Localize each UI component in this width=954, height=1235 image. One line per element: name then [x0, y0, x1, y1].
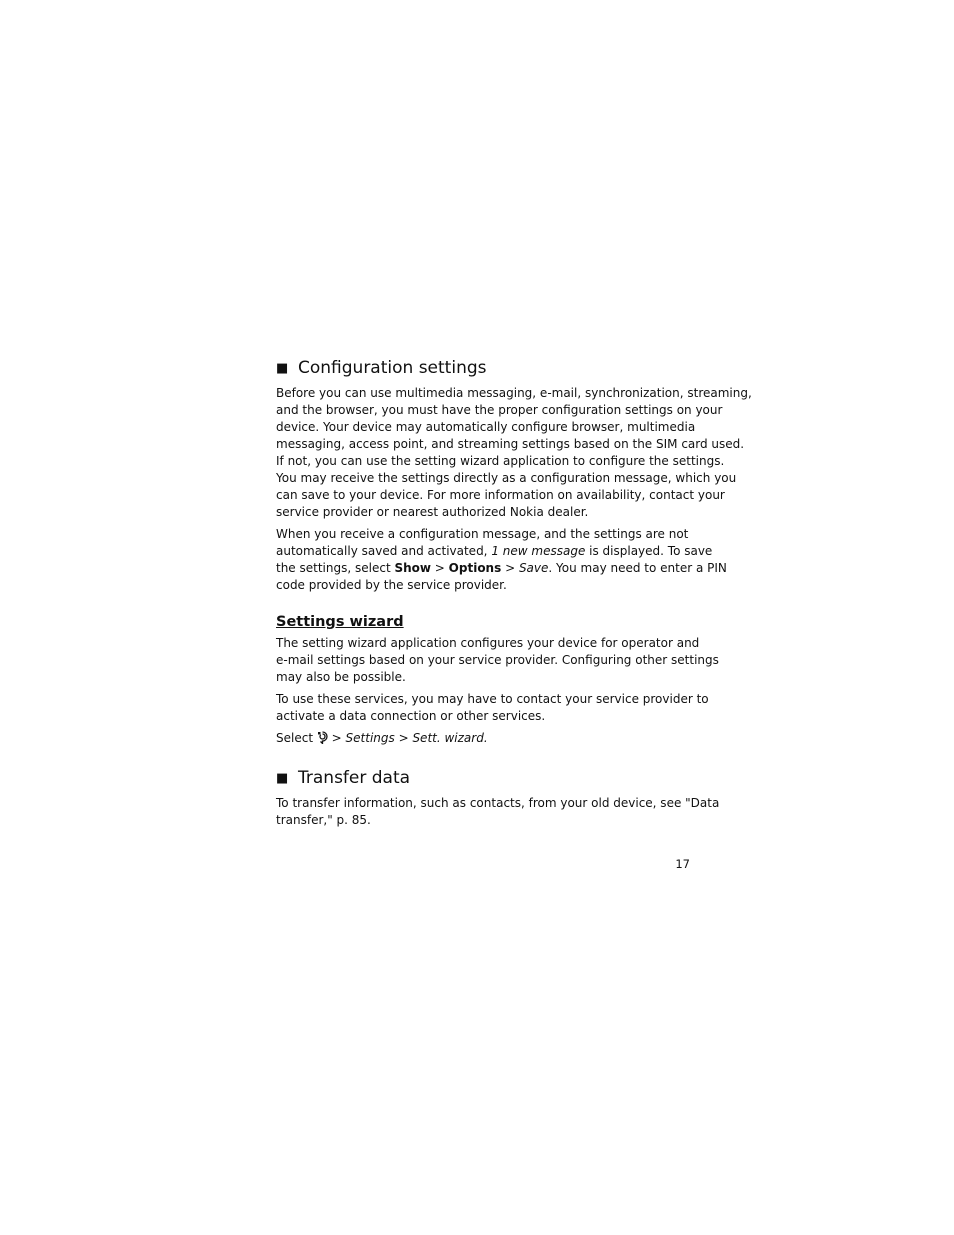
configuration-settings-title: Configuration settings	[298, 358, 487, 378]
wizard-paragraph-1: The setting wizard application configures your device for operator and e-mail settings based on your service provider. Configuring other settings may also be possible.	[276, 636, 719, 684]
section-marker: ■	[276, 771, 289, 786]
configuration-paragraph-2: When you receive a configuration message, and the settings are not automatically saved and activated, 1 new message is displayed. To save the settings, select Show > Options > Save. You may need to enter a PIN code provided by the service provider.	[276, 527, 727, 592]
menu-key-icon	[317, 731, 328, 744]
transfer-paragraph-1: To transfer information, such as contacts, from your old device, see "Data transfer," p. 85.	[276, 796, 720, 827]
wizard-paragraph-2: To use these services, you may have to contact your service provider to activate a data connection or other services.	[276, 692, 709, 723]
page-content	[276, 357, 752, 834]
show-command: Show	[394, 561, 431, 575]
configuration-paragraph-1: Before you can use multimedia messaging, e-mail, synchronization, streaming, and the browser, you must have the proper configuration settings on your device. Your device may automatically configure browser, multimedia messaging, access point, and streaming settings based on the SIM card used. If not, you can use the setting wizard application to configure the settings. You may receive the settings directly as a configuration message, which you can save to your device. For more information on availability, contact your service provider or nearest authorized Nokia dealer.	[276, 386, 752, 519]
sett-wizard-menu-path: Sett. wizard	[412, 731, 484, 745]
section-marker: ■	[276, 361, 289, 376]
transfer-data-title: Transfer data	[298, 768, 411, 788]
options-command: Options	[448, 561, 502, 575]
settings-menu-path: Settings	[345, 731, 395, 745]
configuration-settings-heading	[276, 357, 690, 380]
page-number: 17	[675, 857, 690, 871]
wizard-paragraph-3: Select > Settings > Sett. wizard.	[276, 731, 488, 745]
settings-wizard-heading: Settings wizard	[276, 614, 404, 630]
save-command: Save	[518, 561, 549, 575]
transfer-data-heading	[276, 767, 690, 790]
new-message-text: 1 new message	[491, 544, 586, 558]
